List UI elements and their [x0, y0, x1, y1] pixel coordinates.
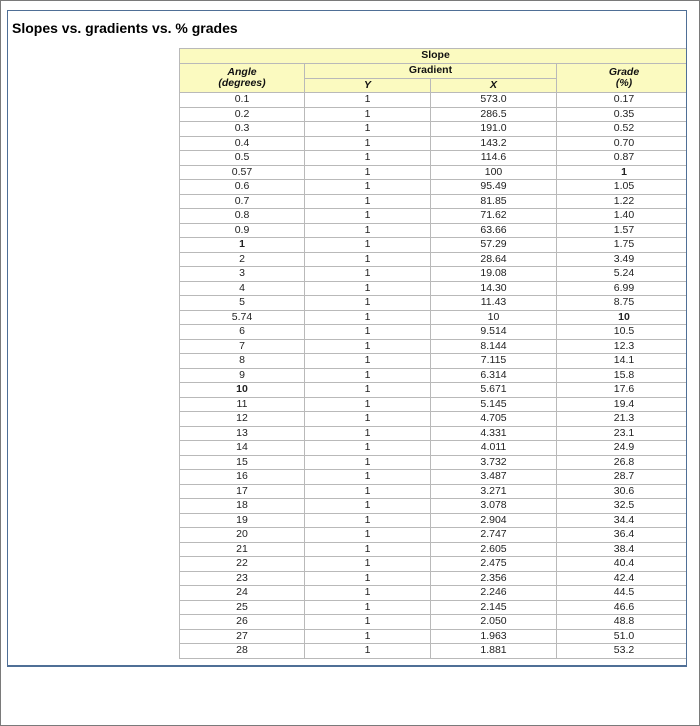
table-row: [180, 615, 688, 630]
cell-x: 2.246: [431, 586, 557, 601]
cell-angle: 10: [180, 383, 305, 398]
cell-grade: 44.5: [557, 586, 688, 601]
table-body: [180, 93, 688, 659]
cell-angle: 0.2: [180, 107, 305, 122]
cell-x: 2.050: [431, 615, 557, 630]
table-row: [180, 136, 688, 151]
cell-angle: 15: [180, 455, 305, 470]
table-row: [180, 325, 688, 340]
table-row: [180, 339, 688, 354]
cell-y: 1: [305, 165, 431, 180]
cell-y: 1: [305, 455, 431, 470]
cell-x: 3.078: [431, 499, 557, 514]
cell-y: 1: [305, 325, 431, 340]
cell-y: 1: [305, 644, 431, 659]
table-row: [180, 455, 688, 470]
table-row: [180, 629, 688, 644]
cell-x: 9.514: [431, 325, 557, 340]
cell-angle: 25: [180, 600, 305, 615]
cell-grade: 21.3: [557, 412, 688, 427]
table-row: [180, 296, 688, 311]
cell-y: 1: [305, 122, 431, 137]
cell-angle: 0.1: [180, 93, 305, 108]
table-row: [180, 557, 688, 572]
cell-x: 2.747: [431, 528, 557, 543]
cell-grade: 15.8: [557, 368, 688, 383]
cell-x: 8.144: [431, 339, 557, 354]
cell-y: 1: [305, 354, 431, 369]
table-row: [180, 165, 688, 180]
cell-angle: 11: [180, 397, 305, 412]
cell-grade: 6.99: [557, 281, 688, 296]
cell-grade: 46.6: [557, 600, 688, 615]
cell-angle: 28: [180, 644, 305, 659]
table-row: [180, 93, 688, 108]
header-angle-label: Angle: [227, 66, 257, 78]
cell-grade: 32.5: [557, 499, 688, 514]
cell-angle: 12: [180, 412, 305, 427]
cell-x: 28.64: [431, 252, 557, 267]
table-row: [180, 600, 688, 615]
cell-grade: 34.4: [557, 513, 688, 528]
cell-x: 1.963: [431, 629, 557, 644]
table-row: [180, 252, 688, 267]
cell-grade: 10: [557, 310, 688, 325]
cell-x: 191.0: [431, 122, 557, 137]
cell-x: 81.85: [431, 194, 557, 209]
cell-y: 1: [305, 296, 431, 311]
table-row: [180, 267, 688, 282]
table-row: [180, 223, 688, 238]
cell-y: 1: [305, 484, 431, 499]
cell-x: 286.5: [431, 107, 557, 122]
cell-grade: 19.4: [557, 397, 688, 412]
cell-y: 1: [305, 571, 431, 586]
cell-angle: 19: [180, 513, 305, 528]
cell-grade: 26.8: [557, 455, 688, 470]
cell-grade: 1.05: [557, 180, 688, 195]
cell-grade: 38.4: [557, 542, 688, 557]
cell-angle: 0.5: [180, 151, 305, 166]
cell-angle: 0.7: [180, 194, 305, 209]
header-angle-unit: (degrees): [218, 77, 266, 89]
cell-grade: 51.0: [557, 629, 688, 644]
table-row: [180, 644, 688, 659]
cell-angle: 14: [180, 441, 305, 456]
cell-grade: 40.4: [557, 557, 688, 572]
cell-grade: 0.52: [557, 122, 688, 137]
cell-x: 11.43: [431, 296, 557, 311]
cell-y: 1: [305, 223, 431, 238]
cell-y: 1: [305, 209, 431, 224]
cell-y: 1: [305, 441, 431, 456]
cell-grade: 0.70: [557, 136, 688, 151]
cell-x: 14.30: [431, 281, 557, 296]
table-row: [180, 180, 688, 195]
cell-grade: 1.57: [557, 223, 688, 238]
cell-grade: 3.49: [557, 252, 688, 267]
cell-y: 1: [305, 339, 431, 354]
table-row: [180, 194, 688, 209]
cell-grade: 36.4: [557, 528, 688, 543]
cell-x: 4.705: [431, 412, 557, 427]
table-row: [180, 368, 688, 383]
cell-angle: 6: [180, 325, 305, 340]
cell-x: 114.6: [431, 151, 557, 166]
cell-grade: 10.5: [557, 325, 688, 340]
cell-x: 5.145: [431, 397, 557, 412]
cell-angle: 16: [180, 470, 305, 485]
cell-x: 19.08: [431, 267, 557, 282]
cell-angle: 24: [180, 586, 305, 601]
cell-grade: 23.1: [557, 426, 688, 441]
cell-y: 1: [305, 513, 431, 528]
cell-angle: 26: [180, 615, 305, 630]
table-row: [180, 151, 688, 166]
cell-x: 2.145: [431, 600, 557, 615]
cell-x: 10: [431, 310, 557, 325]
cell-angle: 0.4: [180, 136, 305, 151]
cell-y: 1: [305, 600, 431, 615]
table-row: [180, 513, 688, 528]
cell-x: 6.314: [431, 368, 557, 383]
cell-angle: 5.74: [180, 310, 305, 325]
cell-y: 1: [305, 397, 431, 412]
table-row: [180, 310, 688, 325]
cell-angle: 1: [180, 238, 305, 253]
cell-y: 1: [305, 542, 431, 557]
cell-x: 57.29: [431, 238, 557, 253]
cell-grade: 8.75: [557, 296, 688, 311]
cell-x: 5.671: [431, 383, 557, 398]
cell-y: 1: [305, 267, 431, 282]
cell-angle: 23: [180, 571, 305, 586]
cell-angle: 22: [180, 557, 305, 572]
cell-y: 1: [305, 629, 431, 644]
table-row: [180, 571, 688, 586]
cell-grade: 0.35: [557, 107, 688, 122]
cell-y: 1: [305, 615, 431, 630]
header-y: Y: [305, 78, 431, 93]
cell-x: 3.271: [431, 484, 557, 499]
slope-table: [179, 48, 687, 659]
cell-y: 1: [305, 93, 431, 108]
cell-angle: 7: [180, 339, 305, 354]
cell-grade: 1.22: [557, 194, 688, 209]
cell-grade: 14.1: [557, 354, 688, 369]
cell-x: 4.331: [431, 426, 557, 441]
table-row: [180, 528, 688, 543]
table-row: [180, 383, 688, 398]
cell-y: 1: [305, 426, 431, 441]
cell-x: 7.115: [431, 354, 557, 369]
cell-y: 1: [305, 586, 431, 601]
table-row: [180, 484, 688, 499]
header-x: X: [431, 78, 557, 93]
cell-angle: 17: [180, 484, 305, 499]
cell-y: 1: [305, 194, 431, 209]
cell-grade: 42.4: [557, 571, 688, 586]
cell-x: 71.62: [431, 209, 557, 224]
cell-angle: 8: [180, 354, 305, 369]
cell-grade: 17.6: [557, 383, 688, 398]
cell-grade: 28.7: [557, 470, 688, 485]
cell-angle: 18: [180, 499, 305, 514]
cell-y: 1: [305, 528, 431, 543]
table-row: [180, 122, 688, 137]
cell-angle: 20: [180, 528, 305, 543]
cell-angle: 0.8: [180, 209, 305, 224]
cell-y: 1: [305, 238, 431, 253]
cell-y: 1: [305, 310, 431, 325]
cell-x: 2.904: [431, 513, 557, 528]
cell-angle: 0.57: [180, 165, 305, 180]
page-title: Slopes vs. gradients vs. % grades: [12, 20, 238, 36]
cell-angle: 5: [180, 296, 305, 311]
cell-angle: 0.9: [180, 223, 305, 238]
cell-x: 4.011: [431, 441, 557, 456]
cell-x: 3.732: [431, 455, 557, 470]
table-row: [180, 238, 688, 253]
header-slope: Slope: [180, 49, 688, 64]
cell-y: 1: [305, 383, 431, 398]
cell-angle: 13: [180, 426, 305, 441]
cell-y: 1: [305, 136, 431, 151]
cell-grade: 1.75: [557, 238, 688, 253]
header-angle: [180, 64, 305, 93]
cell-x: 573.0: [431, 93, 557, 108]
cell-angle: 2: [180, 252, 305, 267]
cell-y: 1: [305, 557, 431, 572]
header-grade-unit: (%): [615, 77, 633, 89]
cell-x: 1.881: [431, 644, 557, 659]
cell-x: 95.49: [431, 180, 557, 195]
content-panel[interactable]: [7, 10, 687, 667]
cell-x: 2.356: [431, 571, 557, 586]
cell-y: 1: [305, 151, 431, 166]
table-row: [180, 499, 688, 514]
cell-grade: 30.6: [557, 484, 688, 499]
cell-grade: 5.24: [557, 267, 688, 282]
cell-y: 1: [305, 368, 431, 383]
table-row: [180, 470, 688, 485]
cell-grade: 1: [557, 165, 688, 180]
cell-angle: 0.3: [180, 122, 305, 137]
table-row: [180, 281, 688, 296]
cell-angle: 27: [180, 629, 305, 644]
table-row: [180, 542, 688, 557]
cell-x: 3.487: [431, 470, 557, 485]
slope-table-container: [179, 48, 687, 659]
cell-angle: 4: [180, 281, 305, 296]
cell-grade: 0.17: [557, 93, 688, 108]
cell-y: 1: [305, 180, 431, 195]
table-row: [180, 441, 688, 456]
table-row: [180, 107, 688, 122]
cell-grade: 12.3: [557, 339, 688, 354]
table-row: [180, 354, 688, 369]
cell-x: 2.475: [431, 557, 557, 572]
cell-angle: 3: [180, 267, 305, 282]
cell-y: 1: [305, 412, 431, 427]
cell-grade: 53.2: [557, 644, 688, 659]
table-row: [180, 209, 688, 224]
cell-x: 63.66: [431, 223, 557, 238]
cell-angle: 9: [180, 368, 305, 383]
header-gradient: Gradient: [305, 64, 557, 79]
header-grade: [557, 64, 688, 93]
header-grade-label: Grade: [608, 66, 640, 78]
cell-angle: 21: [180, 542, 305, 557]
cell-grade: 48.8: [557, 615, 688, 630]
cell-x: 100: [431, 165, 557, 180]
cell-y: 1: [305, 499, 431, 514]
cell-angle: 0.6: [180, 180, 305, 195]
table-row: [180, 397, 688, 412]
cell-x: 2.605: [431, 542, 557, 557]
cell-grade: 1.40: [557, 209, 688, 224]
cell-grade: 0.87: [557, 151, 688, 166]
cell-y: 1: [305, 107, 431, 122]
cell-y: 1: [305, 281, 431, 296]
table-row: [180, 586, 688, 601]
cell-x: 143.2: [431, 136, 557, 151]
cell-grade: 24.9: [557, 441, 688, 456]
cell-y: 1: [305, 470, 431, 485]
cell-y: 1: [305, 252, 431, 267]
table-row: [180, 412, 688, 427]
table-row: [180, 426, 688, 441]
